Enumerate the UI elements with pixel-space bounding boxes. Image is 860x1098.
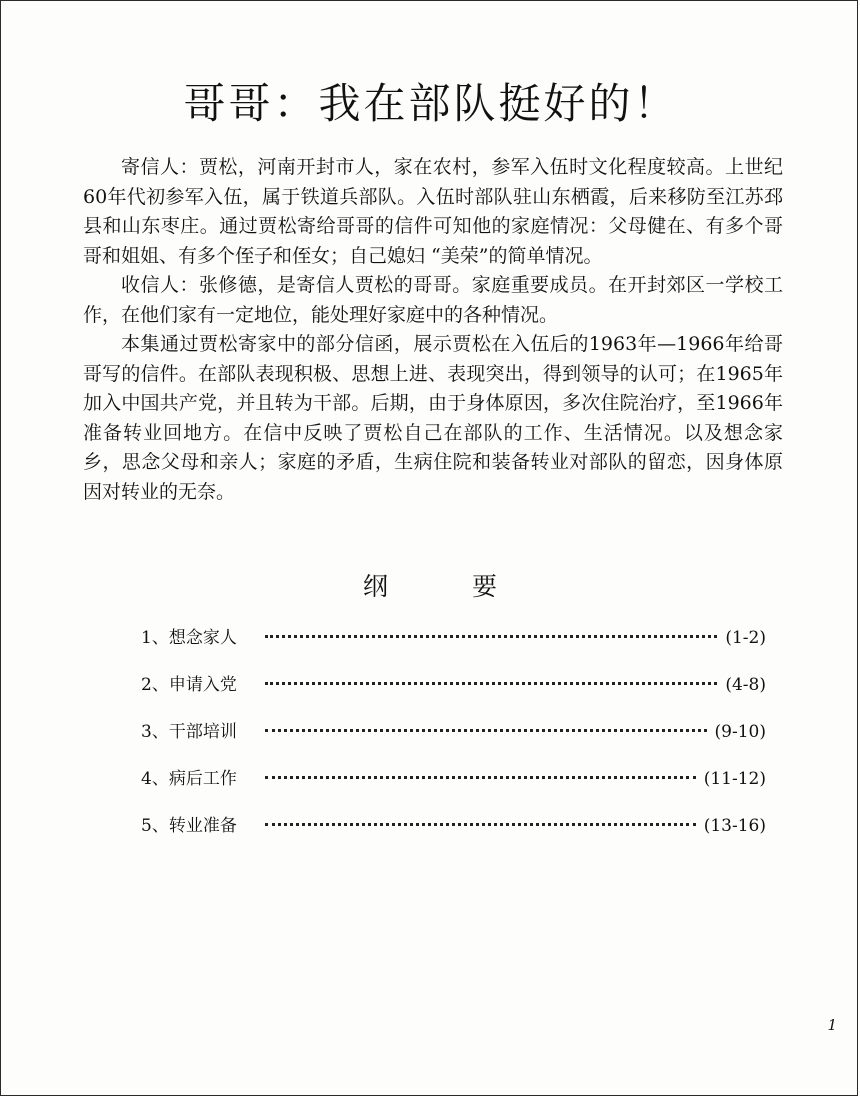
toc-entry-label: 1、想念家人	[141, 628, 237, 648]
toc-leader-dots	[265, 682, 718, 685]
toc-entry	[141, 670, 766, 693]
table-of-contents	[141, 623, 766, 858]
toc-leader-dots	[265, 729, 707, 732]
toc-leader-dots	[265, 823, 696, 826]
toc-entry	[141, 764, 766, 787]
sender-paragraph: 寄信人：贾松，河南开封市人，家在农村，参军入伍时文化程度较高。上世纪60年代初参军入伍，属于铁道兵部队。入伍时部队驻山东栖霞，后来移防至江苏邳县和山东枣庄。通过贾松寄给哥哥的信件可知他的家庭情况：父母健在、有多个哥哥和姐姐、有多个侄子和侄女；自己媳妇 “美荣”的简单情况。	[83, 156, 783, 267]
toc-entry-label: 2、申请入党	[141, 675, 237, 695]
page-title: 哥哥：我在部队挺好的！	[183, 79, 679, 128]
toc-entry-pages: (1-2)	[725, 628, 766, 648]
collection-paragraph: 本集通过贾松寄家中的部分信函，展示贾松在入伍后的1963年—1966年给哥哥写的信件。在部队表现积极、思想上进、表现突出，得到领导的认可；在1965年加入中国共产党，并且转为干部。后期，由于身体原因，多次住院治疗，至1966年准备转业回地方。在信中反映了贾松自己在部队的工作、生活情况。以及想念家乡，思念父母和亲人；家庭的矛盾，生病住院和装备转业对部队的留恋，因身体原因对转业的无奈。	[83, 333, 783, 503]
toc-entry-pages: (4-8)	[725, 675, 766, 695]
toc-entry-label: 5、转业准备	[141, 816, 237, 836]
toc-entry	[141, 623, 766, 646]
page-number: 1	[827, 1016, 837, 1034]
toc-entry-label: 4、病后工作	[141, 769, 237, 789]
toc-heading	[1, 567, 860, 603]
toc-heading-char-2: 要	[472, 572, 500, 601]
toc-entry	[141, 811, 766, 834]
toc-entry-pages: (9-10)	[714, 722, 766, 742]
recipient-paragraph: 收信人：张修德，是寄信人贾松的哥哥。家庭重要成员。在开封郊区一学校工作，在他们家有一定地位，能处理好家庭中的各种情况。	[83, 274, 783, 326]
toc-entry-pages: (11-12)	[703, 769, 766, 789]
toc-entry	[141, 717, 766, 740]
toc-entry-pages: (13-16)	[703, 816, 766, 836]
toc-leader-dots	[265, 635, 718, 638]
toc-entry-label: 3、干部培训	[141, 722, 237, 742]
body-text	[83, 153, 783, 507]
toc-heading-char-1: 纲	[362, 572, 390, 601]
toc-leader-dots	[265, 776, 696, 779]
